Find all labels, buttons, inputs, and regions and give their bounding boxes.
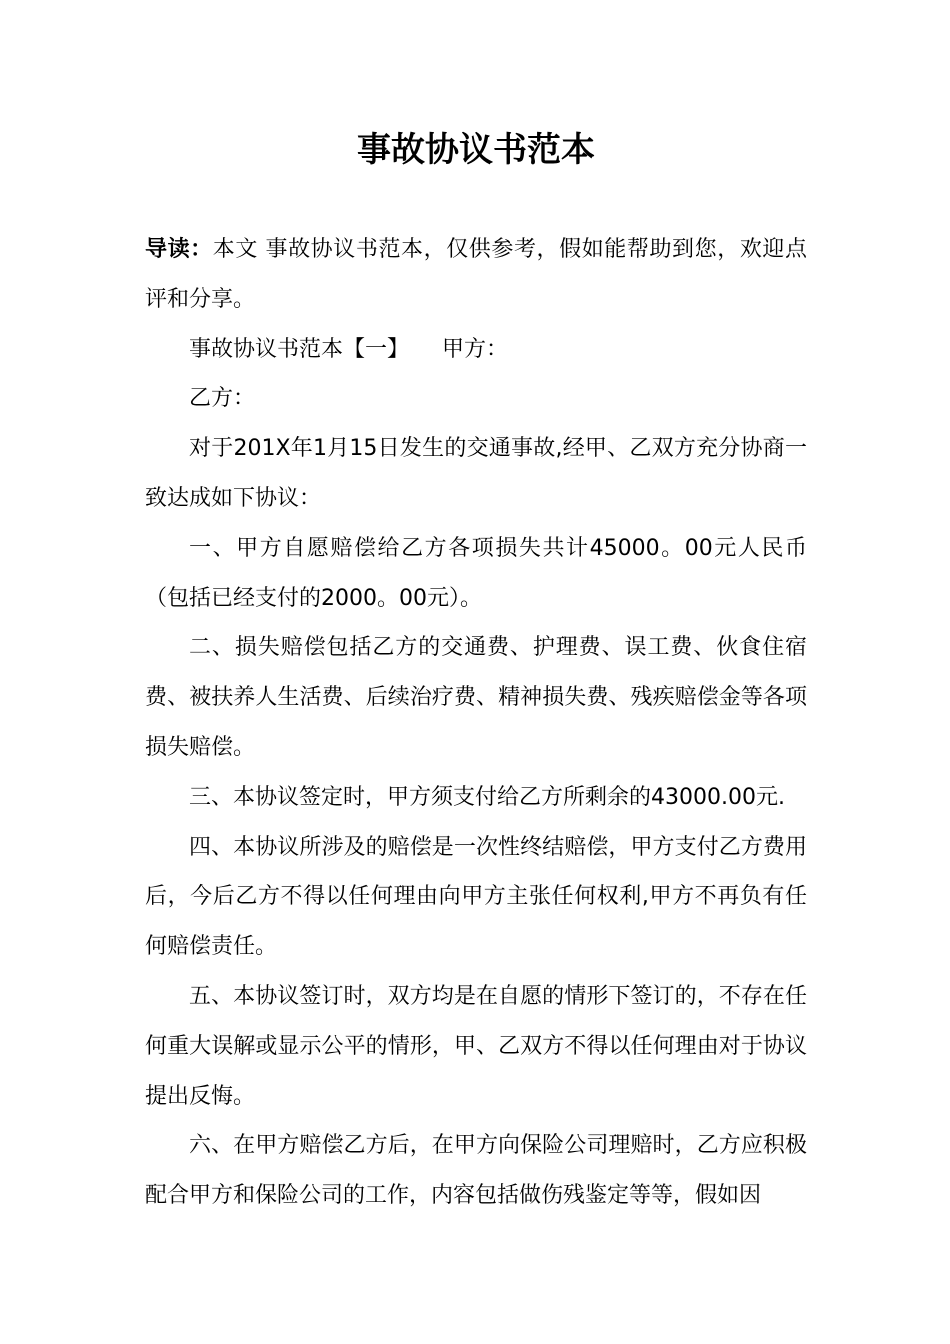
paragraph-7: 四、本协议所涉及的赔偿是一次性终结赔偿，甲方支付乙方费用后，今后乙方不得以任何理由向甲方主张任何权利,甲方不再负有任何赔偿责任。 <box>145 834 807 960</box>
paragraph-2: 乙方： <box>189 386 256 412</box>
paragraph-8: 五、本协议签订时，双方均是在自愿的情形下签订的，不存在任何重大误解或显示公平的情形，甲、乙双方不得以任何理由对于协议提出反悔。 <box>145 983 807 1109</box>
paragraph-1: 事故协议书范本【一】 甲方： <box>189 336 509 362</box>
intro-text: 本文 事故协议书范本，仅供参考，假如能帮助到您，欢迎点评和分享。 <box>145 237 807 312</box>
intro-paragraph <box>145 225 807 325</box>
document-title: 事故协议书范本 <box>357 130 595 170</box>
paragraph-9: 六、在甲方赔偿乙方后，在甲方向保险公司理赔时，乙方应积极配合甲方和保险公司的工作，内容包括做伤残鉴定等等，假如因 <box>145 1133 807 1209</box>
paragraph-6: 三、本协议签定时，甲方须支付给乙方所剩余的43000.00元. <box>189 784 785 810</box>
paragraph-5: 二、损失赔偿包括乙方的交通费、护理费、误工费、伙食住宿费、被扶养人生活费、后续治疗费、精神损失费、残疾赔偿金等各项损失赔偿。 <box>145 635 807 760</box>
document-body <box>145 225 807 1221</box>
paragraph-4: 一、甲方自愿赔偿给乙方各项损失共计45000。00元人民币（包括已经支付的2000。00元）。 <box>145 535 807 611</box>
intro-label: 导读： <box>145 237 213 262</box>
paragraph-3: 对于201X年1月15日发生的交通事故,经甲、乙双方充分协商一致达成如下协议： <box>145 436 807 511</box>
